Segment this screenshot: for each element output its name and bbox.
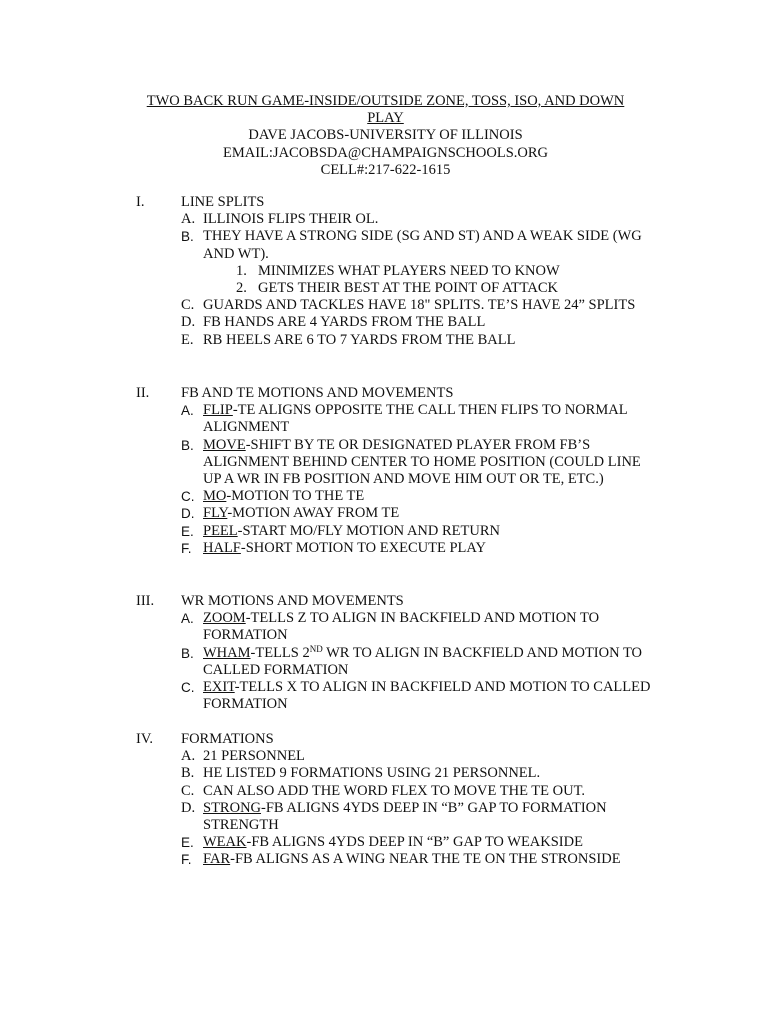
sub-item-number: 2. <box>236 280 247 297</box>
list-item <box>181 679 656 713</box>
item-text: FB HANDS ARE 4 YARDS FROM THE BALL <box>203 314 486 331</box>
item-text: -TELLS X TO ALIGN IN BACKFIELD AND MOTION TO CALLED FORMATION <box>203 679 651 713</box>
email-line: EMAIL:JACOBSDA@CHAMPAIGNSCHOOLS.ORG <box>222 144 549 161</box>
item-letter: A. <box>181 611 194 627</box>
cell-line: CELL#:217-622-1615 <box>320 161 451 178</box>
item-letter: D. <box>181 314 196 331</box>
list-item <box>181 228 656 262</box>
item-letter: E. <box>181 835 194 851</box>
item-text: WR TO ALIGN IN BACKFIELD AND MOTION TO CALLED FORMATION <box>203 644 643 678</box>
item-term: FLIP <box>203 402 233 419</box>
section-numeral: II. <box>136 385 150 401</box>
item-letter: C. <box>181 297 195 314</box>
item-text: -START MO/FLY MOTION AND RETURN <box>237 522 500 539</box>
document-header <box>118 93 653 179</box>
item-term: HALF <box>203 539 241 556</box>
item-text: GUARDS AND TACKLES HAVE 18" SPLITS. TE’S HAVE 24” SPLITS <box>203 297 636 314</box>
ordinal-superscript: ND <box>309 643 323 654</box>
section-heading: LINE SPLITS <box>181 194 265 210</box>
list-item <box>181 523 656 540</box>
list-item <box>181 437 656 489</box>
list-item <box>181 488 656 505</box>
item-term: MO <box>203 488 227 505</box>
list-item <box>181 505 656 522</box>
item-text: -SHIFT BY TE OR DESIGNATED PLAYER FROM FB’S ALIGNMENT BEHIND CENTER TO HOME POSITION (COULD LINE UP A WR IN FB POSITION AND MOVE HIM OUT OR TE, ETC.) <box>203 436 641 488</box>
item-letter: D. <box>181 506 195 522</box>
list-item <box>181 332 656 349</box>
item-term: FLY <box>203 505 228 522</box>
item-text: -FB ALIGNS 4YDS DEEP IN “B” GAP TO FORMATION STRENGTH <box>203 799 607 834</box>
item-letter: B. <box>181 765 195 782</box>
item-letter: C. <box>181 489 195 505</box>
sub-list-item <box>236 263 656 280</box>
item-letter: D. <box>181 799 196 816</box>
list-item <box>181 783 656 800</box>
item-letter: E. <box>181 523 194 539</box>
item-term: ZOOM <box>203 610 246 627</box>
list-item <box>181 402 656 436</box>
list-item <box>181 800 656 834</box>
item-text-prefix: -TELLS 2 <box>250 644 310 661</box>
sub-list-item <box>236 280 656 297</box>
item-letter: E. <box>181 331 194 348</box>
item-text: -SHORT MOTION TO EXECUTE PLAY <box>240 539 486 556</box>
item-term: FAR <box>203 851 231 868</box>
sub-item-text: MINIMIZES WHAT PLAYERS NEED TO KNOW <box>258 262 560 279</box>
item-text: 21 PERSONNEL <box>203 748 305 765</box>
item-text: THEY HAVE A STRONG SIDE (SG AND ST) AND A WEAK SIDE (WG AND WT). <box>203 228 642 262</box>
item-letter: B. <box>181 437 194 453</box>
item-text: CAN ALSO ADD THE WORD FLEX TO MOVE THE TE OUT. <box>203 782 585 799</box>
section-numeral: IV. <box>136 731 154 747</box>
section-numeral: I. <box>136 194 145 210</box>
item-letter: B. <box>181 229 194 245</box>
item-letter: A. <box>181 748 196 765</box>
list-item <box>181 314 656 331</box>
list-item <box>181 297 656 314</box>
item-letter: A. <box>181 211 196 228</box>
item-letter: B. <box>181 645 194 661</box>
item-term: WHAM <box>203 644 251 661</box>
section-wr-motions <box>136 593 656 713</box>
list-item <box>181 765 656 782</box>
list-item <box>181 834 656 851</box>
sub-item-number: 1. <box>236 262 247 279</box>
title-line-1: TWO BACK RUN GAME-INSIDE/OUTSIDE ZONE, TOSS, ISO, AND DOWN <box>146 93 625 109</box>
section-numeral: III. <box>136 593 155 609</box>
item-term: STRONG <box>203 799 262 816</box>
item-term: EXIT <box>203 679 235 696</box>
author-line: DAVE JACOBS-UNIVERSITY OF ILLINOIS <box>248 127 523 144</box>
list-item <box>181 540 656 557</box>
title-line-2: PLAY <box>367 110 404 127</box>
list-item <box>181 748 656 765</box>
section-heading: FB AND TE MOTIONS AND MOVEMENTS <box>181 385 454 401</box>
item-text: -TE ALIGNS OPPOSITE THE CALL THEN FLIPS TO NORMAL ALIGNMENT <box>203 402 628 436</box>
item-term: MOVE <box>203 436 246 453</box>
section-fb-te-motions <box>136 385 656 557</box>
item-text: -TELLS Z TO ALIGN IN BACKFIELD AND MOTION TO FORMATION <box>203 610 600 644</box>
list-item <box>181 851 656 868</box>
document-title <box>118 93 653 127</box>
item-text: HE LISTED 9 FORMATIONS USING 21 PERSONNEL. <box>203 765 541 782</box>
item-term: WEAK <box>203 834 247 851</box>
item-text: -MOTION AWAY FROM TE <box>227 505 400 522</box>
item-text: RB HEELS ARE 6 TO 7 YARDS FROM THE BALL <box>203 331 516 348</box>
item-letter: C. <box>181 782 195 799</box>
item-text: -FB ALIGNS 4YDS DEEP IN “B” GAP TO WEAKSIDE <box>246 834 583 851</box>
sub-item-text: GETS THEIR BEST AT THE POINT OF ATTACK <box>258 280 559 297</box>
list-item <box>181 645 656 679</box>
section-heading: WR MOTIONS AND MOVEMENTS <box>181 593 404 609</box>
item-letter: C. <box>181 680 195 696</box>
item-text: -FB ALIGNS AS A WING NEAR THE TE ON THE STRONSIDE <box>230 851 621 868</box>
item-letter: F. <box>181 540 192 556</box>
item-letter: A. <box>181 403 194 419</box>
list-item <box>181 610 656 644</box>
section-heading: FORMATIONS <box>181 731 274 747</box>
section-formations <box>136 731 656 869</box>
item-text: ILLINOIS FLIPS THEIR OL. <box>203 211 379 228</box>
list-item <box>181 211 656 228</box>
item-letter: F. <box>181 852 192 868</box>
item-term: PEEL <box>203 522 238 539</box>
item-text: -MOTION TO THE TE <box>226 488 365 505</box>
section-line-splits <box>136 194 656 349</box>
